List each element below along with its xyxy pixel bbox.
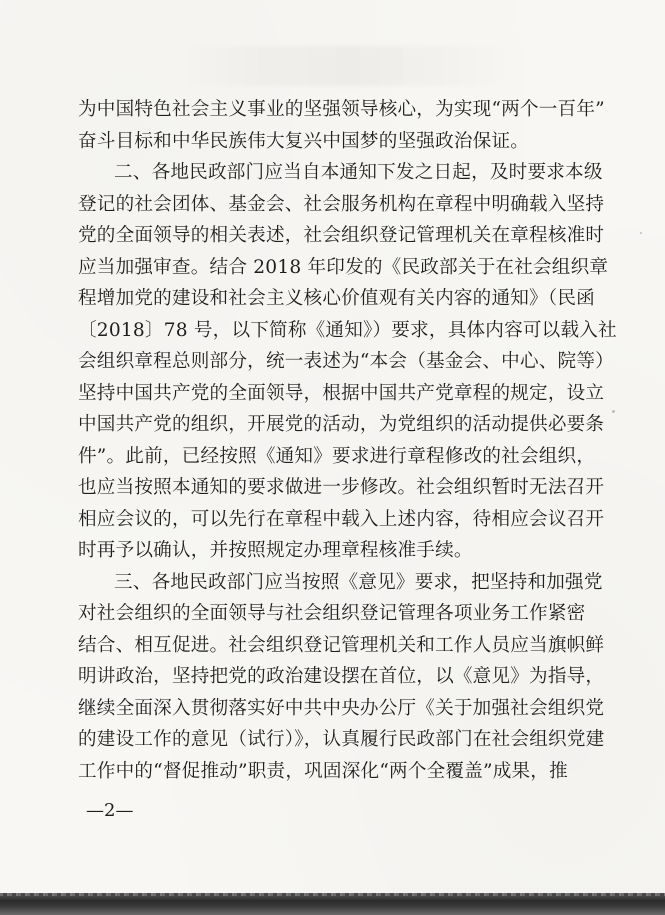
scan-speck [640, 232, 642, 234]
text-line: 件”。此前，已经按照《通知》要求进行章程修改的社会组织， [78, 445, 596, 467]
text-line: 时再予以确认，并按照规定办理章程核准手续。 [78, 540, 473, 561]
text-line: 为中国特色社会主义事业的坚强领导核心，为实现“两个一百年” [78, 99, 605, 120]
text-line: 会组织章程总则部分，统一表述为“本会（基金会、中心、院等） [78, 351, 614, 372]
text-line: 对社会组织的全面领导与社会组织登记管理各项业务工作紧密 [78, 603, 586, 624]
text-line: 结合、相互促进。社会组织登记管理机关和工作人员应当旗帜鲜 [78, 634, 605, 656]
text-line: 二、各地民政部门应当自本通知下发之日起，及时要求本级 [114, 162, 603, 183]
text-line: 三、各地民政部门应当按照《意见》要求，把坚持和加强党 [114, 571, 603, 593]
text-line: 奋斗目标和中华民族伟大复兴中国梦的坚强政治保证。 [78, 130, 530, 152]
text-line: 的建设工作的意见（试行）》，认真履行民政部门在社会组织党建 [78, 729, 605, 750]
text-line: 党的全面领导的相关表述，社会组织登记管理机关在章程核准时 [78, 225, 605, 246]
text-line: 也应当按照本通知的要求做进一步修改。社会组织暂时无法召开 [78, 477, 605, 498]
body-text [78, 94, 617, 787]
text-line: 应当加强审查。结合 2018 年印发的《民政部关于在社会组织章 [78, 256, 609, 278]
text-line: 〔2018〕78 号，以下简称《通知》）要求，具体内容可以载入社 [78, 319, 617, 341]
text-line: 程增加党的建设和社会主义核心价值观有关内容的通知》（民函 [78, 288, 595, 309]
text-line: 明讲政治，坚持把党的政治建设摆在首位，以《意见》为指导， [78, 666, 605, 687]
text-line: 继续全面深入贯彻落实好中共中央办公厅《关于加强社会组织党 [78, 697, 605, 719]
scan-speck [612, 410, 615, 413]
page-number: —2— [86, 800, 134, 821]
text-line: 相应会议的，可以先行在章程中载入上述内容，待相应会议召开 [78, 508, 605, 530]
text-line: 坚持中国共产党的全面领导，根据中国共产党章程的规定，设立 [78, 382, 605, 404]
text-line: 中国共产党的组织，开展党的活动，为党组织的活动提供必要条 [78, 414, 605, 435]
text-line: 登记的社会团体、基金会、社会服务机构在章程中明确载入坚持 [78, 193, 605, 215]
bleed-through-shadow [180, 46, 520, 86]
scanner-edge [0, 893, 665, 915]
text-line: 工作中的“督促推动”职责，巩固深化“两个全覆盖”成果，推 [78, 760, 568, 782]
